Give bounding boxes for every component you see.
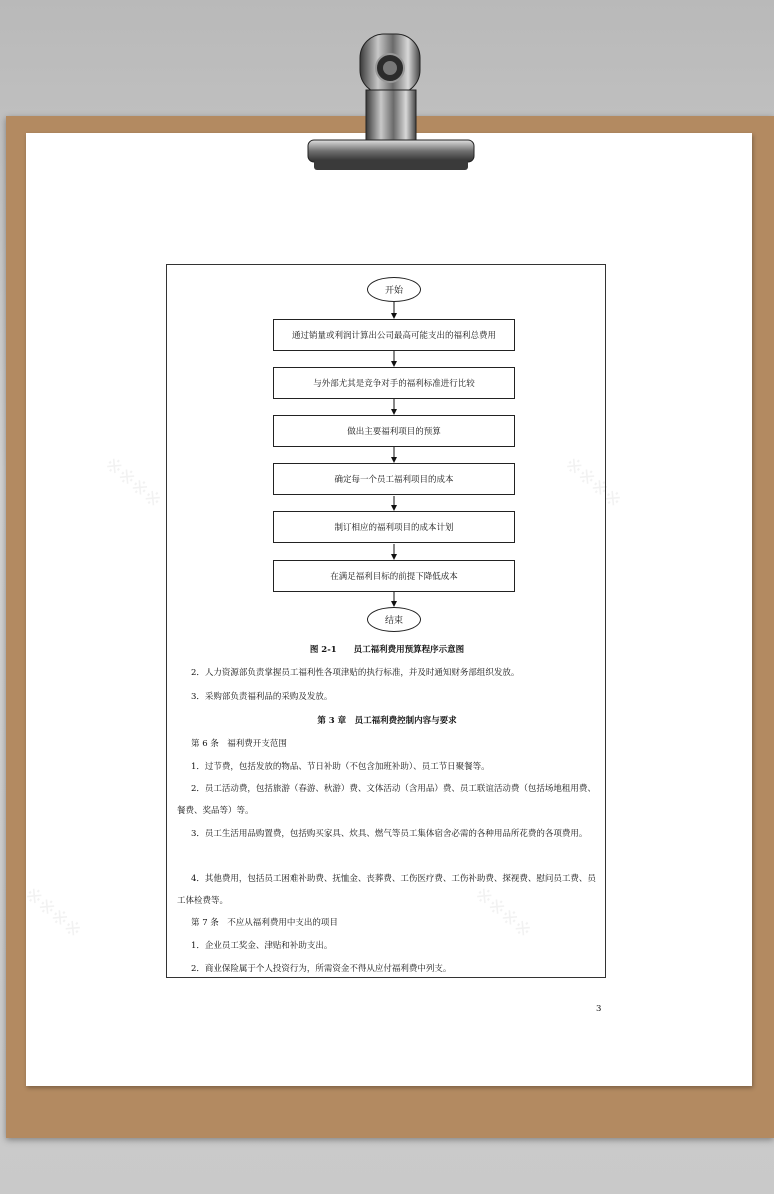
watermark: ※※※※ [100,451,167,513]
list-item: 2．商业保险属于个人投资行为，所需资金不得从应付福利费中列支。 [191,964,452,974]
paragraph: 2．人力资源部负责掌握员工福利性各项津贴的执行标准，并及时通知财务部组织发放。 [191,668,520,678]
article-title: 第 6 条 福利费开支范围 [191,739,287,749]
list-item: 2．员工活动费，包括旅游（春游、秋游）费、文体活动（含用品）费、员工联谊活动费（包括场地租用费、餐费、奖品等）等。 [177,784,596,816]
figure-caption: 图 2-1 员工福利费用预算程序示意图 [309,645,465,655]
article-title: 第 7 条 不应从福利费用中支出的项目 [191,918,338,928]
binder-clip-icon [300,30,478,175]
flow-step: 与外部尤其是竞争对手的福利标准进行比较 [273,367,515,399]
list-item: 1．过节费，包括发放的物品、节日补助（不包含加班补助）、员工节日聚餐等。 [191,762,490,772]
chapter-heading: 第 3 章 员工福利费控制内容与要求 [317,716,457,726]
flow-start-node: 开始 [367,277,421,302]
watermark: ※※※※ [560,451,627,513]
flow-end-node: 结束 [367,607,421,632]
document-frame [166,264,606,978]
list-item: 1．企业员工奖金、津贴和补助支出。 [191,941,333,951]
flow-step: 制订相应的福利项目的成本计划 [273,511,515,543]
flow-step: 确定每一个员工福利项目的成本 [273,463,515,495]
list-item: 4．其他费用，包括员工困难补助费、抚恤金、丧葬费、工伤医疗费、工伤补助费、探视费、慰问员工费、员工体检费等。 [177,874,596,906]
flow-step: 通过销量或利润计算出公司最高可能支出的福利总费用 [273,319,515,351]
flow-step: 做出主要福利项目的预算 [273,415,515,447]
watermark: ※※※※ [470,881,537,943]
page-number: 3 [596,1004,602,1014]
list-item: 3．员工生活用品购置费，包括购买家具、炊具、燃气等员工集体宿舍必需的各种用品所花费的各项费用。 [191,829,588,839]
flow-step: 在满足福利目标的前提下降低成本 [273,560,515,592]
paragraph: 3．采购部负责福利品的采购及发放。 [191,692,333,702]
watermark: ※※※※ [20,881,87,943]
